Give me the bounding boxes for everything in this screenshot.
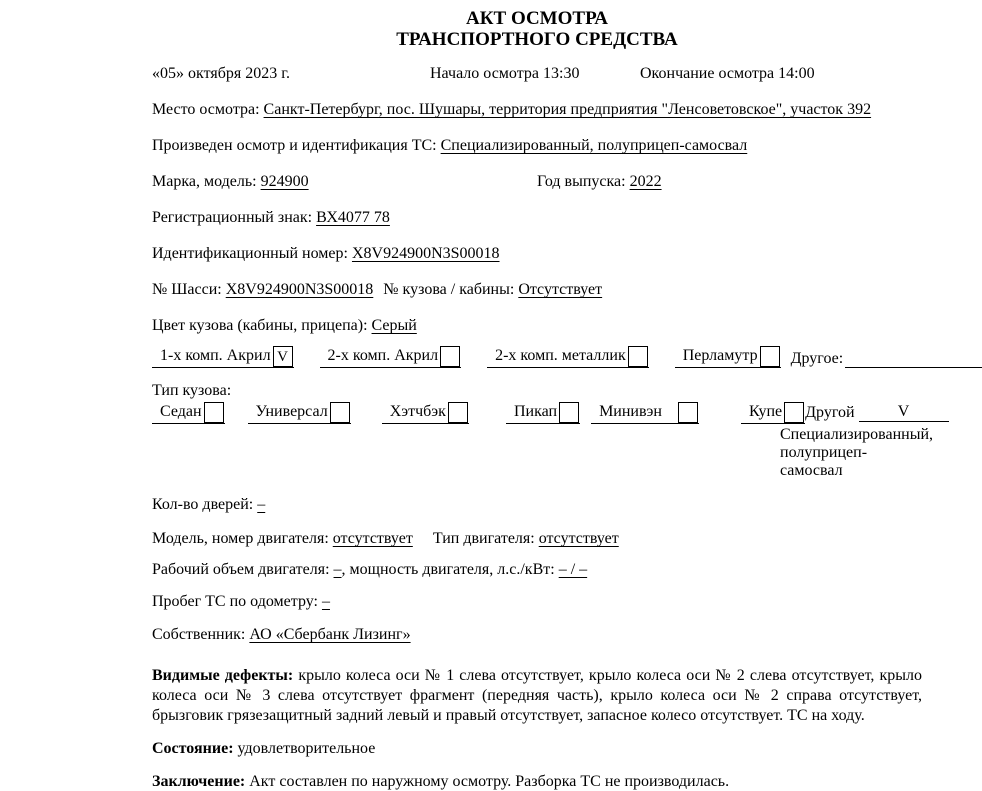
paint-other-label: Другое: <box>790 350 844 367</box>
body-type-checkbox-minivan <box>678 402 698 423</box>
conclusion-label: Заключение: <box>152 773 246 790</box>
field-year-label: Год выпуска: <box>537 173 626 190</box>
paint-checkbox-metallic <box>628 346 648 367</box>
defects-paragraph <box>152 666 922 726</box>
body-type-wagon-label: Универсал <box>255 403 328 420</box>
body-type-other-mark: V <box>859 402 949 422</box>
body-type-pickup <box>506 402 580 424</box>
paint-other <box>791 349 982 368</box>
body-type-coupe-label: Купе <box>748 403 783 420</box>
field-owner-value: АО «Сбербанк Лизинг» <box>249 626 411 643</box>
field-make-model-value: 924900 <box>260 173 309 190</box>
field-make-model-year <box>152 172 922 191</box>
defects-label: Видимые дефекты: <box>152 667 294 684</box>
field-engine-type-value: отсутствует <box>538 530 619 547</box>
condition-value: удовлетворительное <box>237 740 376 757</box>
body-type-other-value <box>780 426 934 480</box>
body-type-coupe <box>741 402 805 424</box>
field-color <box>152 316 922 335</box>
document-title <box>152 8 922 50</box>
body-type-other <box>805 402 948 424</box>
field-chassis-body <box>152 280 922 299</box>
field-body-cabin-label: № кузова / кабины: <box>383 281 515 298</box>
field-year-value: 2022 <box>629 173 662 190</box>
field-color-value: Серый <box>371 317 417 334</box>
body-type-checkbox-wagon <box>330 402 350 423</box>
body-type-checkbox-sedan <box>204 402 224 423</box>
body-type-checkbox-hatchback <box>448 402 468 423</box>
body-type-sedan <box>152 402 225 424</box>
field-odometer-value: – <box>321 593 330 610</box>
body-type-pickup-label: Пикап <box>513 403 558 420</box>
body-type-other-value-line-1: Специализированный, <box>780 426 934 443</box>
paint-option-acrylic-2-label: 2-х комп. Акрил <box>327 347 439 364</box>
body-type-hatchback <box>382 402 469 424</box>
field-odometer-label: Пробег ТС по одометру: <box>152 593 318 610</box>
field-engine <box>152 529 922 548</box>
paint-checkbox-acrylic-2 <box>440 346 460 367</box>
conclusion-value: Акт составлен по наружному осмотру. Разборка ТС не производилась. <box>249 773 730 790</box>
field-reg-plate-label: Регистрационный знак: <box>152 209 313 226</box>
body-type-other-label: Другой <box>805 404 855 421</box>
field-engine-power-label: , мощность двигателя, л.с./кВт: <box>341 561 555 578</box>
body-type-hatchback-label: Хэтчбэк <box>389 403 446 420</box>
field-doors-value: – <box>257 496 266 513</box>
field-place-label: Место осмотра: <box>152 101 260 118</box>
title-line-2: ТРАНСПОРТНОГО СРЕДСТВА <box>396 29 678 50</box>
body-type-label: Тип кузова: <box>152 382 232 399</box>
inspection-date: «05» октября 2023 г. <box>152 65 290 82</box>
body-type-checkbox-pickup <box>559 402 579 423</box>
field-reg-plate-value: ВХ4077 78 <box>316 209 390 226</box>
body-type-checkbox-coupe <box>784 402 804 423</box>
field-engine-type-label: Тип двигателя: <box>432 530 535 547</box>
field-engine-power-value: – / – <box>558 561 588 578</box>
inspection-end-time: Окончание осмотра 14:00 <box>640 65 815 82</box>
paint-checkbox-pearl <box>760 346 780 367</box>
field-place <box>152 100 922 119</box>
paint-option-metallic-label: 2-х комп. металлик <box>495 347 626 364</box>
field-engine-model-value: отсутствует <box>332 530 413 547</box>
field-inspection <box>152 136 922 155</box>
field-chassis-label: № Шасси: <box>152 281 222 298</box>
date-row <box>152 65 922 84</box>
field-engine-volume-power <box>152 560 922 579</box>
body-type-other-value-line-2: полуприцеп-самосвал <box>780 444 868 479</box>
body-type-wagon <box>248 402 351 424</box>
body-type-sedan-label: Седан <box>160 403 202 420</box>
paint-type-row <box>152 346 922 368</box>
title-line-1: АКТ ОСМОТРА <box>466 8 608 29</box>
paint-option-acrylic-1-label: 1-х комп. Акрил <box>160 347 271 364</box>
field-year <box>537 173 662 190</box>
condition-line <box>152 739 922 758</box>
paint-checkbox-acrylic-1: V <box>273 346 293 367</box>
field-engine-volume-value: – <box>333 561 342 578</box>
field-vin <box>152 244 922 263</box>
field-engine-volume-label: Рабочий объем двигателя: <box>152 561 330 578</box>
field-owner <box>152 625 922 644</box>
field-owner-label: Собственник: <box>152 626 246 643</box>
field-chassis-value: X8V924900N3S00018 <box>225 281 374 298</box>
field-make-model <box>152 172 537 191</box>
inspection-start-time: Начало осмотра 13:30 <box>430 65 580 82</box>
field-vin-label: Идентификационный номер: <box>152 245 348 262</box>
field-inspection-label: Произведен осмотр и идентификация ТС: <box>152 137 437 154</box>
defects-text: крыло колеса оси № 1 слева отсутствует, крыло колеса оси № 2 слева отсутствует, крыло колеса оси № 3 слева отсутствует фрагмент (передняя часть), крыло колеса оси № 2 справа отсутствует, брызговик грязезащитный задний левый и правый отсутствует, запасное колесо отсутствует. ТС на ходу. <box>152 667 923 724</box>
paint-option-pearl <box>675 346 781 368</box>
field-inspection-value: Специализированный, полуприцеп-самосвал <box>440 137 748 154</box>
body-type-minivan <box>591 402 699 424</box>
body-type-minivan-label: Минивэн <box>599 403 662 420</box>
paint-option-acrylic-2 <box>320 346 462 368</box>
condition-label: Состояние: <box>152 740 234 757</box>
paint-option-acrylic-1 <box>152 346 294 368</box>
body-type-row <box>152 402 922 424</box>
field-make-model-label: Марка, модель: <box>152 173 257 190</box>
field-reg-plate <box>152 208 922 227</box>
field-doors-label: Кол-во дверей: <box>152 496 254 513</box>
field-vin-value: X8V924900N3S00018 <box>351 245 500 262</box>
field-place-value: Санкт-Петербург, пос. Шушары, территория предприятия "Ленсоветовское", участок 392 <box>263 101 872 118</box>
paint-other-blank-line <box>845 349 982 368</box>
conclusion-line <box>152 772 922 791</box>
field-doors <box>152 495 922 514</box>
field-engine-model-label: Модель, номер двигателя: <box>152 530 329 547</box>
field-color-label: Цвет кузова (кабины, прицепа): <box>152 317 368 334</box>
field-odometer <box>152 592 922 611</box>
paint-option-metallic <box>487 346 649 368</box>
field-body-cabin-value: Отсутствует <box>518 281 603 298</box>
paint-option-pearl-label: Перламутр <box>682 347 758 364</box>
